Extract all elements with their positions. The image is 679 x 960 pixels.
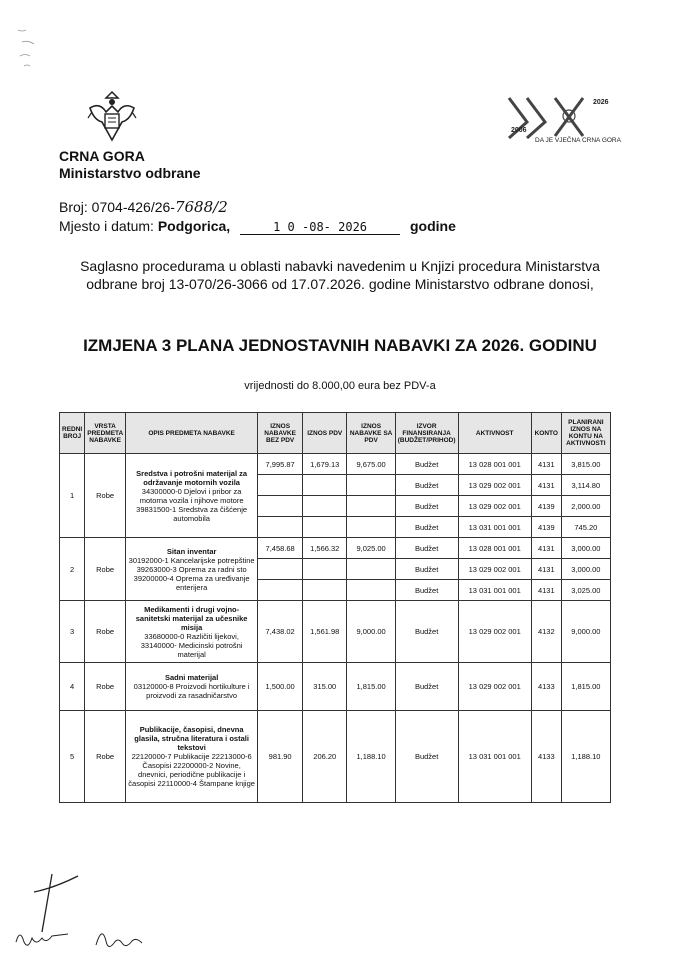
- empty-amount-cell: [258, 475, 303, 496]
- col-header: IZNOS NABAVKE BEZ PDV: [258, 413, 303, 454]
- planned-amount-cell: 1,188.10: [561, 711, 610, 803]
- col-header: PLANIRANI IZNOS NA KONTU NA AKTIVNOSTI: [561, 413, 610, 454]
- amount-with-vat-cell: 9,025.00: [347, 538, 395, 559]
- initials-mark: [90, 915, 150, 955]
- amount-with-vat-cell: 9,675.00: [347, 454, 395, 475]
- item-description-codes: 22120000-7 Publikacije 22213000-6 Časopisi 22200000-2 Novine, dnevnici, periodične publikacije i časopisi 22110000-4 Štampane knjige: [128, 752, 255, 788]
- document-subtitle: vrijednosti do 8.000,00 eura bez PDV-a: [244, 380, 436, 392]
- item-description-cell: [125, 663, 257, 711]
- activity-code-cell: 13 028 001 001: [458, 454, 531, 475]
- empty-amount-cell: [258, 580, 303, 601]
- planned-amount-cell: 2,000.00: [561, 496, 610, 517]
- amount-with-vat-cell: 9,000.00: [347, 601, 395, 663]
- item-description-cell: [125, 454, 257, 538]
- reference-handwritten: 7688/2: [174, 198, 228, 216]
- item-description-codes: 34300000-0 Djelovi i pribor za motorna vozila i njihove motore 39831500-1 Sredstva za čišćenje automobila: [136, 486, 248, 523]
- reference-number: [59, 198, 228, 216]
- funding-source-cell: Budžet: [395, 580, 458, 601]
- row-number-cell: 4: [60, 663, 85, 711]
- item-description-codes: 03120000-8 Proizvodi hortikulture i proizvodi za rasadničarstvo: [133, 682, 250, 700]
- activity-code-cell: 13 029 002 001: [458, 559, 531, 580]
- date-suffix: godine: [409, 218, 456, 234]
- col-header: KONTO: [531, 413, 561, 454]
- margin-scribble: [12, 22, 52, 72]
- account-cell: 4133: [531, 663, 561, 711]
- empty-amount-cell: [258, 517, 303, 538]
- empty-amount-cell: [303, 496, 347, 517]
- planned-amount-cell: 3,000.00: [561, 559, 610, 580]
- procurement-plan-table: [59, 412, 611, 803]
- planned-amount-cell: 745.20: [561, 517, 610, 538]
- activity-code-cell: 13 029 002 001: [458, 601, 531, 663]
- planned-amount-cell: 3,000.00: [561, 538, 610, 559]
- planned-amount-cell: 9,000.00: [561, 601, 610, 663]
- amount-without-vat-cell: 7,995.87: [258, 454, 303, 475]
- activity-code-cell: 13 031 001 001: [458, 711, 531, 803]
- col-header: OPIS PREDMETA NABAVKE: [125, 413, 257, 454]
- empty-amount-cell: [347, 517, 395, 538]
- signature-mark: [12, 872, 92, 952]
- vat-amount-cell: 1,561.98: [303, 601, 347, 663]
- empty-amount-cell: [347, 496, 395, 517]
- table-row: [60, 538, 611, 559]
- account-cell: 4132: [531, 601, 561, 663]
- row-number-cell: 1: [60, 454, 85, 538]
- document-title: IZMJENA 3 PLANA JEDNOSTAVNIH NABAVKI ZA 2026. GODINU: [83, 336, 597, 355]
- item-description-cell: [125, 538, 257, 601]
- funding-source-cell: Budžet: [395, 711, 458, 803]
- item-description-title: Publikacije, časopisi, dnevna glasila, stručna literatura i ostali tekstovi: [134, 725, 249, 752]
- table-row: [60, 454, 611, 475]
- col-header: IZNOS PDV: [303, 413, 347, 454]
- anniv-year-left: 2006: [511, 127, 527, 134]
- table-row: [60, 711, 611, 803]
- item-description-title: Sadni materijal: [164, 673, 219, 682]
- item-type-cell: Robe: [85, 663, 126, 711]
- account-cell: 4131: [531, 580, 561, 601]
- account-cell: 4139: [531, 517, 561, 538]
- item-description-title: Medikamenti i drugi vojno-sanitetski materijal za učesnike misija: [135, 604, 248, 632]
- funding-source-cell: Budžet: [395, 538, 458, 559]
- empty-amount-cell: [303, 559, 347, 580]
- activity-code-cell: 13 028 001 001: [458, 538, 531, 559]
- empty-amount-cell: [347, 475, 395, 496]
- place-city: Podgorica,: [157, 218, 231, 234]
- funding-source-cell: Budžet: [395, 559, 458, 580]
- item-description-cell: [125, 711, 257, 803]
- account-cell: 4131: [531, 538, 561, 559]
- account-cell: 4139: [531, 496, 561, 517]
- date-stamp: 1 0 -08- 2026: [240, 220, 400, 235]
- vat-amount-cell: 1,679.13: [303, 454, 347, 475]
- country-name: CRNA GORA: [59, 148, 145, 164]
- col-header: VRSTA PREDMETA NABAVKE: [85, 413, 126, 454]
- amount-without-vat-cell: 981.90: [258, 711, 303, 803]
- anniv-year-right: 2026: [593, 99, 609, 106]
- col-header: REDNI BROJ: [60, 413, 85, 454]
- row-number-cell: 3: [60, 601, 85, 663]
- place-and-date: [59, 218, 579, 235]
- reference-label: Broj: 0704-426/26-: [59, 199, 175, 215]
- row-number-cell: 2: [60, 538, 85, 601]
- vat-amount-cell: 315.00: [303, 663, 347, 711]
- funding-source-cell: Budžet: [395, 454, 458, 475]
- coat-of-arms-logo: [84, 88, 140, 146]
- amount-with-vat-cell: 1,815.00: [347, 663, 395, 711]
- table-header-row: [60, 413, 611, 454]
- col-header: AKTIVNOST: [458, 413, 531, 454]
- item-description-codes: 33680000-0 Različiti lijekovi, 33140000- Medicinski potrošni materijal: [140, 631, 243, 659]
- empty-amount-cell: [347, 559, 395, 580]
- account-cell: 4131: [531, 475, 561, 496]
- activity-code-cell: 13 031 001 001: [458, 517, 531, 538]
- col-header: IZNOS NABAVKE SA PDV: [347, 413, 395, 454]
- amount-without-vat-cell: 7,458.68: [258, 538, 303, 559]
- anniversary-logo: [505, 92, 631, 144]
- funding-source-cell: Budžet: [395, 496, 458, 517]
- activity-code-cell: 13 029 002 001: [458, 496, 531, 517]
- vat-amount-cell: 1,566.32: [303, 538, 347, 559]
- funding-source-cell: Budžet: [395, 663, 458, 711]
- ministry-name: Ministarstvo odbrane: [59, 165, 201, 181]
- account-cell: 4133: [531, 711, 561, 803]
- vat-amount-cell: 206.20: [303, 711, 347, 803]
- funding-source-cell: Budžet: [395, 601, 458, 663]
- item-type-cell: Robe: [85, 711, 126, 803]
- account-cell: 4131: [531, 559, 561, 580]
- row-number-cell: 5: [60, 711, 85, 803]
- activity-code-cell: 13 029 002 001: [458, 475, 531, 496]
- anniv-caption: DA JE VJEČNA CRNA GORA: [535, 137, 621, 144]
- empty-amount-cell: [303, 475, 347, 496]
- empty-amount-cell: [303, 580, 347, 601]
- amount-with-vat-cell: 1,188.10: [347, 711, 395, 803]
- planned-amount-cell: 1,815.00: [561, 663, 610, 711]
- item-description-codes: 30192000-1 Kancelarijske potrepštine 39263000-3 Oprema za radni sto 39200000-4 Oprema za uređivanje enterijera: [128, 555, 255, 592]
- planned-amount-cell: 3,025.00: [561, 580, 610, 601]
- amount-without-vat-cell: 1,500.00: [258, 663, 303, 711]
- item-type-cell: Robe: [85, 454, 126, 538]
- amount-without-vat-cell: 7,438.02: [258, 601, 303, 663]
- activity-code-cell: 13 029 002 001: [458, 663, 531, 711]
- table-row: [60, 601, 611, 663]
- account-cell: 4131: [531, 454, 561, 475]
- planned-amount-cell: 3,114.80: [561, 475, 610, 496]
- planned-amount-cell: 3,815.00: [561, 454, 610, 475]
- table-row: [60, 663, 611, 711]
- empty-amount-cell: [347, 580, 395, 601]
- item-description-cell: [125, 601, 257, 663]
- place-label: Mjesto i datum:: [59, 218, 154, 234]
- empty-amount-cell: [258, 559, 303, 580]
- col-header: IZVOR FINANSIRANJA (BUDŽET/PRIHOD): [395, 413, 458, 454]
- funding-source-cell: Budžet: [395, 517, 458, 538]
- item-description-title: Sitan inventar: [166, 546, 217, 556]
- activity-code-cell: 13 031 001 001: [458, 580, 531, 601]
- empty-amount-cell: [303, 517, 347, 538]
- item-description-title: Sredstva i potrošni materijal za održavanje motornih vozila: [136, 468, 248, 487]
- funding-source-cell: Budžet: [395, 475, 458, 496]
- item-type-cell: Robe: [85, 601, 126, 663]
- item-type-cell: Robe: [85, 538, 126, 601]
- empty-amount-cell: [258, 496, 303, 517]
- intro-paragraph: Saglasno procedurama u oblasti nabavki navedenim u Knjizi procedura Ministarstva odbrane broj 13-070/26-3066 od 17.07.2026. godine Ministarstvo odbrane donosi,: [80, 258, 600, 292]
